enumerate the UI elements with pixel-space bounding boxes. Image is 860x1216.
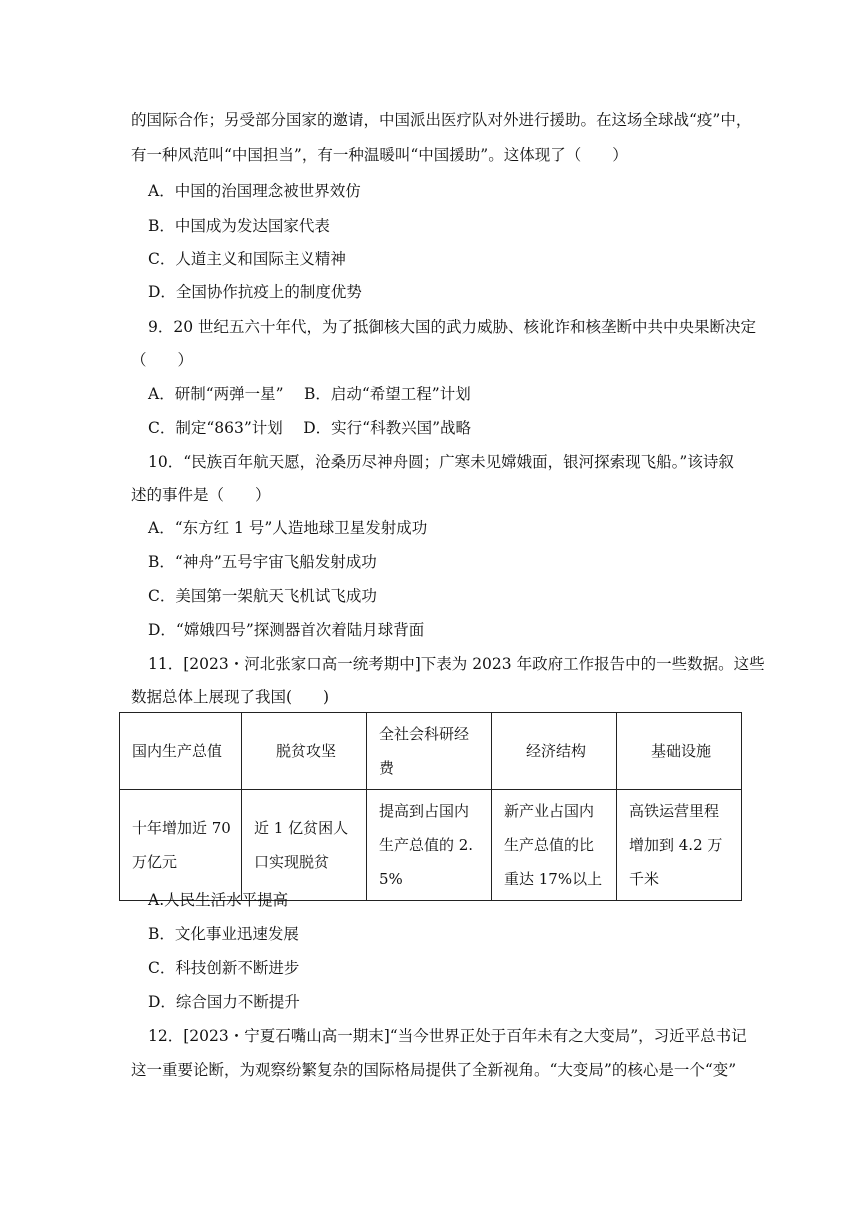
- q10-text-line2: 述的事件是（ ）: [131, 486, 271, 504]
- q10-option-d: D．“嫦娥四号”探测器首次着陆月球背面: [148, 621, 425, 639]
- q11-option-c: C．科技创新不断进步: [148, 959, 300, 977]
- table-cell: 近 1 亿贫困人口实现脱贫: [242, 790, 367, 901]
- table-cell: 提高到占国内生产总值的 2.5%: [367, 790, 492, 901]
- q12-text-line1: 12．[2023・宁夏石嘴山高一期末]“当今世界正处于百年未有之大变局”，习近平总书记: [148, 1027, 747, 1045]
- table-header-cell: 基础设施: [617, 713, 742, 790]
- q11-data-table: [119, 712, 742, 901]
- table-header-cell: 全社会科研经费: [367, 713, 492, 790]
- q8-option-d: D．全国协作抗疫上的制度优势: [148, 283, 362, 301]
- q11-text-line1: 11．[2023・河北张家口高一统考期中]下表为 2023 年政府工作报告中的一些数据。这些: [148, 655, 765, 673]
- table-header-cell: 脱贫攻坚: [242, 713, 367, 790]
- q8-option-a: A．中国的治国理念被世界效仿: [148, 182, 361, 200]
- q8-option-b: B．中国成为发达国家代表: [148, 217, 330, 235]
- table-cell: 十年增加近 70 万亿元: [120, 790, 242, 901]
- q11-option-b: B．文化事业迅速发展: [148, 925, 299, 943]
- table-header-cell: 国内生产总值: [120, 713, 242, 790]
- q9-text-line1: 9．20 世纪五六十年代，为了抵御核大国的武力威胁、核讹诈和核垄断中共中央果断决定: [148, 318, 757, 336]
- table-header-row: [120, 713, 742, 790]
- q10-text-line1: 10．“民族百年航天愿，沧桑历尽神舟圆；广寒未见嫦娥面，银河探索现飞船。”该诗叙: [148, 453, 734, 471]
- q11-option-a: A.人民生活水平提高: [148, 891, 289, 909]
- q10-option-c: C．美国第一架航天飞机试飞成功: [148, 587, 377, 605]
- q8-text-line1: 的国际合作；另受部分国家的邀请，中国派出医疗队对外进行援助。在这场全球战“疫”中，: [131, 111, 752, 129]
- q9-text-line2: （ ）: [131, 351, 194, 369]
- table-cell: 高铁运营里程增加到 4.2 万千米: [617, 790, 742, 901]
- q10-option-b: B．“神舟”五号宇宙飞船发射成功: [148, 553, 377, 571]
- q9-options-row1: A．研制“两弹一星” B．启动“希望工程”计划: [148, 385, 471, 403]
- table-header-cell: 经济结构: [492, 713, 617, 790]
- q12-text-line2: 这一重要论断，为观察纷繁复杂的国际格局提供了全新视角。“大变局”的核心是一个“变”: [131, 1061, 737, 1079]
- table-cell: 新产业占国内生产总值的比重达 17%以上: [492, 790, 617, 901]
- table-row: [120, 790, 742, 901]
- q11-option-d: D．综合国力不断提升: [148, 993, 300, 1011]
- q10-option-a: A．“东方红 1 号”人造地球卫星发射成功: [148, 519, 428, 537]
- q8-text-line2: 有一种风范叫“中国担当”，有一种温暖叫“中国援助”。这体现了（ ）: [131, 146, 628, 164]
- q11-text-line2: 数据总体上展现了我国( ): [131, 688, 330, 706]
- q9-options-row2: C．制定“863”计划 D．实行“科教兴国”战略: [148, 419, 471, 437]
- q8-option-c: C．人道主义和国际主义精神: [148, 250, 346, 268]
